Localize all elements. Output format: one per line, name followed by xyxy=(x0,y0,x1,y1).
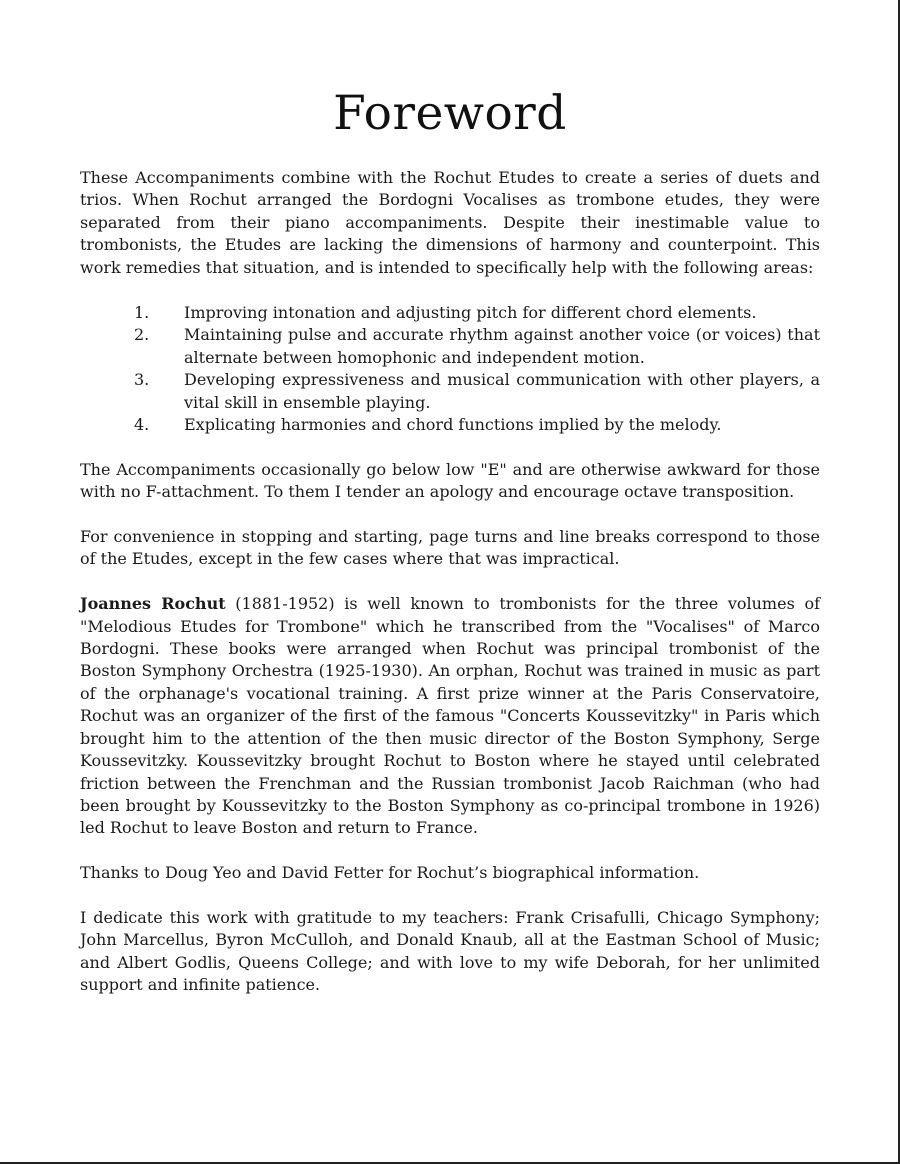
list-item xyxy=(80,302,820,324)
biography-name: Joannes Rochut xyxy=(80,594,226,614)
list-item-text: Explicating harmonies and chord functions implied by the melody. xyxy=(184,415,722,435)
list-item-text: Developing expressiveness and musical communication with other players, a vital skill in ensemble playing. xyxy=(184,370,820,412)
list-item-number: 3. xyxy=(134,370,150,390)
low-e-paragraph: The Accompaniments occasionally go below low "E" and are otherwise awkward for those with no F-attachment. To them I tender an apology and encourage octave transposition. xyxy=(80,459,820,502)
intro-paragraph: These Accompaniments combine with the Rochut Etudes to create a series of duets and trios. When Rochut arranged the Bordogni Vocalises as trombone etudes, they were separated from their piano accompaniments. Despite their inestimable value to trombonists, the Etudes are lacking the dimensions of harmony and counterpoint. This work remedies that situation, and is intended to specifically help with the following areas: xyxy=(80,168,820,277)
list-item xyxy=(80,369,820,414)
convenience-paragraph: For convenience in stopping and starting, page turns and line breaks correspond to those of the Etudes, except in the few cases where that was impractical. xyxy=(80,527,820,569)
areas-list xyxy=(80,302,820,436)
list-item xyxy=(80,414,820,436)
thanks-paragraph: Thanks to Doug Yeo and David Fetter for Rochut’s biographical information. xyxy=(80,863,700,883)
list-item-text: Improving intonation and adjusting pitch for different chord elements. xyxy=(184,303,757,323)
list-item-number: 1. xyxy=(134,303,150,323)
page-title: Foreword xyxy=(333,86,567,141)
biography-paragraph xyxy=(80,593,820,839)
page-content xyxy=(80,0,820,997)
list-item-number: 4. xyxy=(134,415,150,435)
list-item-text: Maintaining pulse and accurate rhythm against another voice (or voices) that alternate between homophonic and independent motion. xyxy=(184,325,820,367)
list-item-number: 2. xyxy=(134,325,150,345)
list-item xyxy=(80,324,820,369)
biography-text: (1881-1952) is well known to trombonists for the three volumes of "Melodious Etudes for Trombone" which he transcribed from the "Vocalises" of Marco Bordogni. These books were arranged when Rochut was principal trombonist of the Boston Symphony Orchestra (1925-1930). An orphan, Rochut was trained in music as part of the orphanage's vocational training. A first prize winner at the Paris Conservatoire, Rochut was an organizer of the first of the famous "Concerts Koussevitzky" in Paris which brought him to the attention of the then music director of the Boston Symphony, Serge Koussevitzky. Koussevitzky brought Rochut to Boston where he stayed until celebrated friction between the Frenchman and the Russian trombonist Jacob Raichman (who had been brought by Koussevitzky to the Boston Symphony as co-principal trombone in 1926) led Rochut to leave Boston and return to France. xyxy=(80,594,821,838)
dedication-paragraph: I dedicate this work with gratitude to my teachers: Frank Crisafulli, Chicago Symphony; John Marcellus, Byron McCulloh, and Donald Knaub, all at the Eastman School of Music; and Albert Godlis, Queens College; and with love to my wife Deborah, for her unlimited support and infinite patience. xyxy=(80,907,820,995)
